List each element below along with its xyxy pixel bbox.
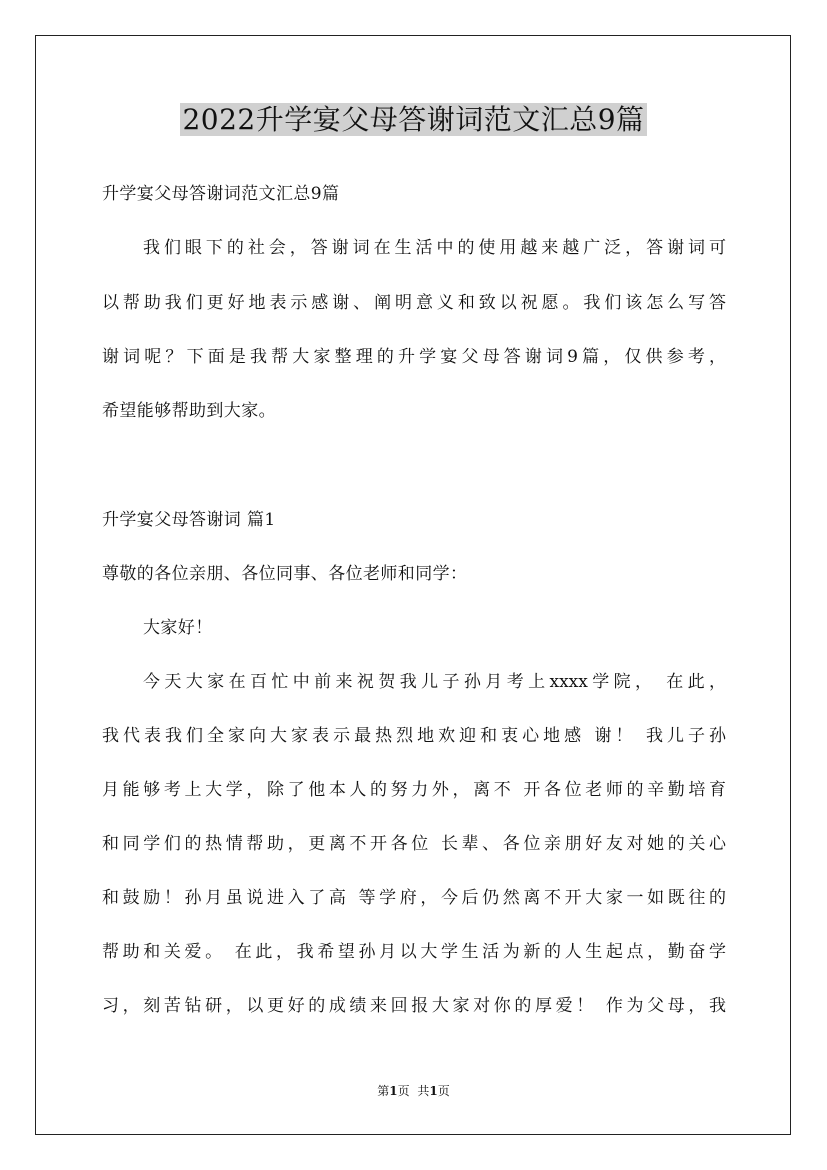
body-line: 今天大家在百忙中前来祝贺我儿子孙月考上xxxx学院， 在此， — [143, 672, 726, 692]
section-heading: 升学宴父母答谢词 篇1 — [102, 510, 276, 530]
total-unit: 页 — [437, 1084, 450, 1098]
greeting: 大家好！ — [143, 618, 213, 638]
total-page-number: 1 — [429, 1084, 438, 1098]
intro-line: 以帮助我们更好地表示感谢、阐明意义和致以祝愿。我们该怎么写答 — [102, 293, 726, 313]
body-line: 习，刻苦钻研，以更好的成绩来回报大家对你的厚爱！ 作为父母，我 — [102, 996, 726, 1016]
document-title — [0, 100, 827, 140]
page-prefix: 第 — [377, 1084, 390, 1098]
total-prefix: 共 — [417, 1084, 430, 1098]
salutation: 尊敬的各位亲朋、各位同事、各位老师和同学： — [102, 564, 468, 584]
intro-line: 希望能够帮助到大家。 — [102, 401, 276, 421]
intro-line: 我们眼下的社会，答谢词在生活中的使用越来越广泛，答谢词可 — [143, 238, 726, 258]
body-line: 月能够考上大学，除了他本人的努力外，离不 开各位老师的辛勤培育 — [102, 780, 726, 800]
page-unit: 页 — [397, 1084, 410, 1098]
body-line: 和同学们的热情帮助，更离不开各位 长辈、各位亲朋好友对她的关心 — [102, 834, 726, 854]
page-footer — [0, 1083, 827, 1099]
body-line: 和鼓励！孙月虽说进入了高 等学府，今后仍然离不开大家一如既往的 — [102, 888, 726, 908]
current-page-number: 1 — [389, 1084, 398, 1098]
intro-line: 谢词呢？下面是我帮大家整理的升学宴父母答谢词9篇，仅供参考， — [102, 347, 726, 367]
body-line: 帮助和关爱。 在此，我希望孙月以大学生活为新的人生起点，勤奋学 — [102, 942, 726, 962]
body-line: 我代表我们全家向大家表示最热烈地欢迎和衷心地感 谢！ 我儿子孙 — [102, 726, 726, 746]
document-title-text: 2022升学宴父母答谢词范文汇总9篇 — [182, 103, 645, 136]
document-subtitle: 升学宴父母答谢词范文汇总9篇 — [102, 184, 340, 204]
